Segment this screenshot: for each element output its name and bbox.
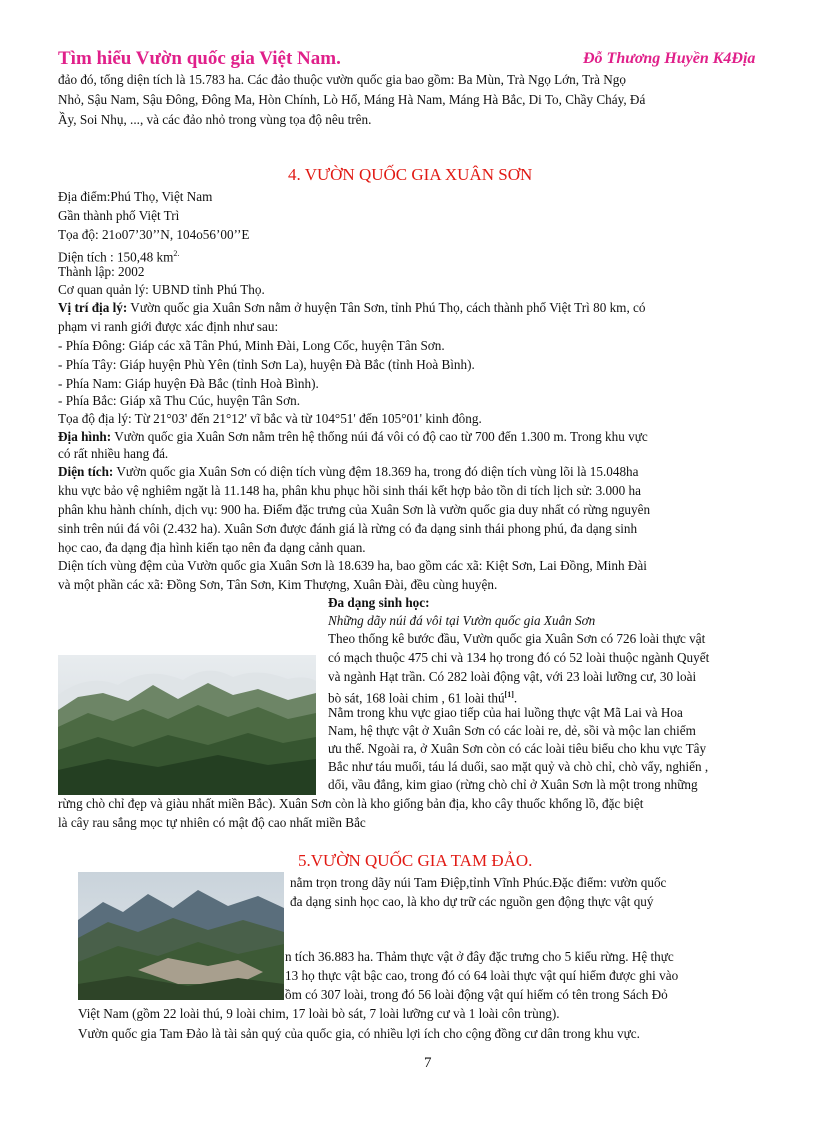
geo-coordinates-line: Tọa độ địa lý: Từ 21°03' đến 21°12' vĩ bắc và từ 104°51' đến 105°01' kinh đông.	[58, 411, 482, 426]
bio-line-1: Theo thống kê bước đầu, Vườn quốc gia Xuân Sơn có 726 loài thực vật	[328, 631, 706, 646]
tamdao-line-5: ồm có 307 loài, trong đó 56 loài động vật quí hiếm có tên trong Sách Đỏ	[285, 987, 668, 1002]
flora-line-4: Bắc như táu muối, táu lá duối, sao mặt quỷ và chò chỉ, chò vẩy, nghiến ,	[328, 759, 709, 774]
tamdao-line-7: Vườn quốc gia Tam Đảo là tài sản quý của quốc gia, có nhiều lợi ích cho cộng đồng cư dân trong khu vực.	[78, 1026, 640, 1041]
tamdao-line-6: Việt Nam (gồm 22 loài thú, 9 loài chim, 17 loài bò sát, 7 loài lưỡng cư và 1 loài côn trùng).	[78, 1006, 560, 1021]
buffer-line-1: Diện tích vùng đệm của Vườn quốc gia Xuân Sơn là 18.639 ha, bao gồm các xã: Kiệt Sơn, Lai Đồng, Minh Đài	[58, 558, 647, 573]
limestone-mountains-photo	[58, 655, 316, 795]
page-number: 7	[424, 1055, 432, 1071]
area-para-line-5: học cao, đa dạng địa hình kiến tạo nên đa dạng cảnh quan.	[58, 540, 366, 555]
position-para-line-1: Vị trí địa lý: Vườn quốc gia Xuân Sơn nằm ở huyện Tân Sơn, tỉnh Phú Thọ, cách thành phố Việt Trì 80 km, có	[58, 300, 646, 315]
document-title: Tìm hiểu Vườn quốc gia Việt Nam.	[58, 48, 341, 69]
area-para-line-3: phân khu hành chính, dịch vụ: 900 ha. Điểm đặc trưng của Xuân Sơn là vườn quốc gia duy nhất có rừng nguyên	[58, 502, 651, 517]
position-para-line-2: phạm vi ranh giới được xác định như sau:	[58, 319, 279, 334]
area-para-line-2: khu vực bảo vệ nghiêm ngặt là 11.148 ha, phân khu phục hồi sinh thái kết hợp bảo tồn di tích lịch sử: 3.000 ha	[58, 483, 641, 498]
tamdao-line-4: 13 họ thực vật bậc cao, trong đó có 64 loài thực vật quí hiếm được ghi vào	[285, 968, 679, 983]
border-west: - Phía Tây: Giáp huyện Phù Yên (tỉnh Sơn La), huyện Đà Bắc (tỉnh Hoà Bình).	[58, 357, 475, 372]
location-line: Địa điểm:Phú Thọ, Việt Nam	[58, 189, 213, 204]
limestone-mountains-image	[58, 655, 316, 795]
border-east: - Phía Đông: Giáp các xã Tân Phú, Minh Đài, Long Cốc, huyện Tân Sơn.	[58, 338, 445, 353]
tam-dao-mountains-image	[78, 872, 284, 1000]
flora-line-7: là cây rau sắng mọc tự nhiên có mật độ cao nhất miền Bắc	[58, 815, 366, 830]
bio-line-4: bò sát, 168 loài chim , 61 loài thú[1].	[328, 690, 518, 706]
flora-line-5: dổi, vầu đắng, kim giao (rừng chò chỉ ở Xuân Sơn là một trong những	[328, 777, 698, 792]
tam-dao-photo	[78, 872, 284, 1000]
flora-line-3: ưu thế. Ngoài ra, ở Xuân Sơn còn có các loài tiêu biểu cho khu vực Tây	[328, 741, 707, 756]
terrain-line-1: Địa hình: Vườn quốc gia Xuân Sơn nằm trên hệ thống núi đá vôi có độ cao từ 700 đến 1.300 m. Trong khu vực	[58, 429, 648, 444]
intro-line-1: đảo đó, tổng diện tích là 15.783 ha. Các đảo thuộc vườn quốc gia bao gồm: Ba Mùn, Trà Ngọ Lớn, Trà Ngọ	[58, 72, 626, 87]
intro-line-3: Ầy, Soi Nhụ, ..., và các đảo nhỏ trong vùng tọa độ nêu trên.	[58, 112, 372, 127]
bio-line-3: và ngành Hạt trần. Có 282 loài động vật, với 23 loài lưỡng cư, 30 loài	[328, 669, 697, 684]
terrain-line-2: có rất nhiều hang đá.	[58, 446, 169, 461]
coordinates-line: Tọa độ: 21o07’30’’N, 104o56’00’’E	[58, 227, 250, 242]
biodiversity-label: Đa dạng sinh học:	[328, 595, 430, 610]
tamdao-line-3: n tích 36.883 ha. Thảm thực vật ở đây đặc trưng cho 5 kiểu rừng. Hệ thực	[285, 949, 674, 964]
section-heading-tam-dao: 5.VƯỜN QUỐC GIA TAM ĐẢO.	[298, 851, 533, 870]
buffer-line-2: và một phần các xã: Đồng Sơn, Tân Sơn, Kim Thượng, Xuân Đài, đều cùng huyện.	[58, 577, 498, 592]
photo-caption: Những dãy núi đá vôi tại Vườn quốc gia Xuân Sơn	[328, 613, 596, 628]
flora-line-2: Nam, hệ thực vật ở Xuân Sơn có các loài re, dẻ, sồi và mộc lan chiếm	[328, 723, 696, 738]
area-para-line-4: sinh trên núi đá vôi (2.432 ha). Xuân Sơn được đánh giá là rừng có đa dạng sinh thái phong phú, đa dạng sinh	[58, 521, 638, 536]
document-author: Đỗ Thương Huyền K4Địa	[583, 50, 756, 67]
area-line: Diện tích : 150,48 $km^{2.}$	[58, 249, 180, 265]
border-south: - Phía Nam: Giáp huyện Đà Bắc (tỉnh Hoà Bình).	[58, 376, 319, 391]
near-city-line: Gần thành phố Việt Trì	[58, 208, 180, 223]
tamdao-line-1: nằm trọn trong dãy núi Tam Điệp,tỉnh Vĩnh Phúc.Đặc điểm: vườn quốc	[290, 875, 667, 890]
founded-line: Thành lập: 2002	[58, 264, 145, 279]
border-north: - Phía Bắc: Giáp xã Thu Cúc, huyện Tân Sơn.	[58, 393, 300, 408]
area-para-line-1: Diện tích: Vườn quốc gia Xuân Sơn có diện tích vùng đệm 18.369 ha, trong đó diện tích vùng lõi là 15.048ha	[58, 464, 639, 479]
flora-line-6: rừng chò chỉ đẹp và giàu nhất miền Bắc). Xuân Sơn còn là kho giống bản địa, kho cây thuốc khổng lồ, đặc biệt	[58, 796, 644, 811]
bio-line-2: có mạch thuộc 475 chi và 134 họ trong đó có 52 loài thuộc ngành Quyết	[328, 650, 710, 665]
tamdao-line-2: đa dạng sinh học cao, là kho dự trữ các nguồn gen động thực vật quý	[290, 894, 654, 909]
section-heading-xuan-son: 4. VƯỜN QUỐC GIA XUÂN SƠN	[288, 165, 533, 184]
intro-line-2: Nhỏ, Sậu Nam, Sậu Đông, Đông Ma, Hòn Chính, Lò Hố, Máng Hà Nam, Máng Hà Bắc, Di To, Chầy Cháy, Đá	[58, 92, 646, 107]
flora-line-1: Nằm trong khu vực giao tiếp của hai luồng thực vật Mã Lai và Hoa	[328, 705, 683, 720]
agency-line: Cơ quan quản lý: UBND tỉnh Phú Thọ.	[58, 282, 265, 297]
